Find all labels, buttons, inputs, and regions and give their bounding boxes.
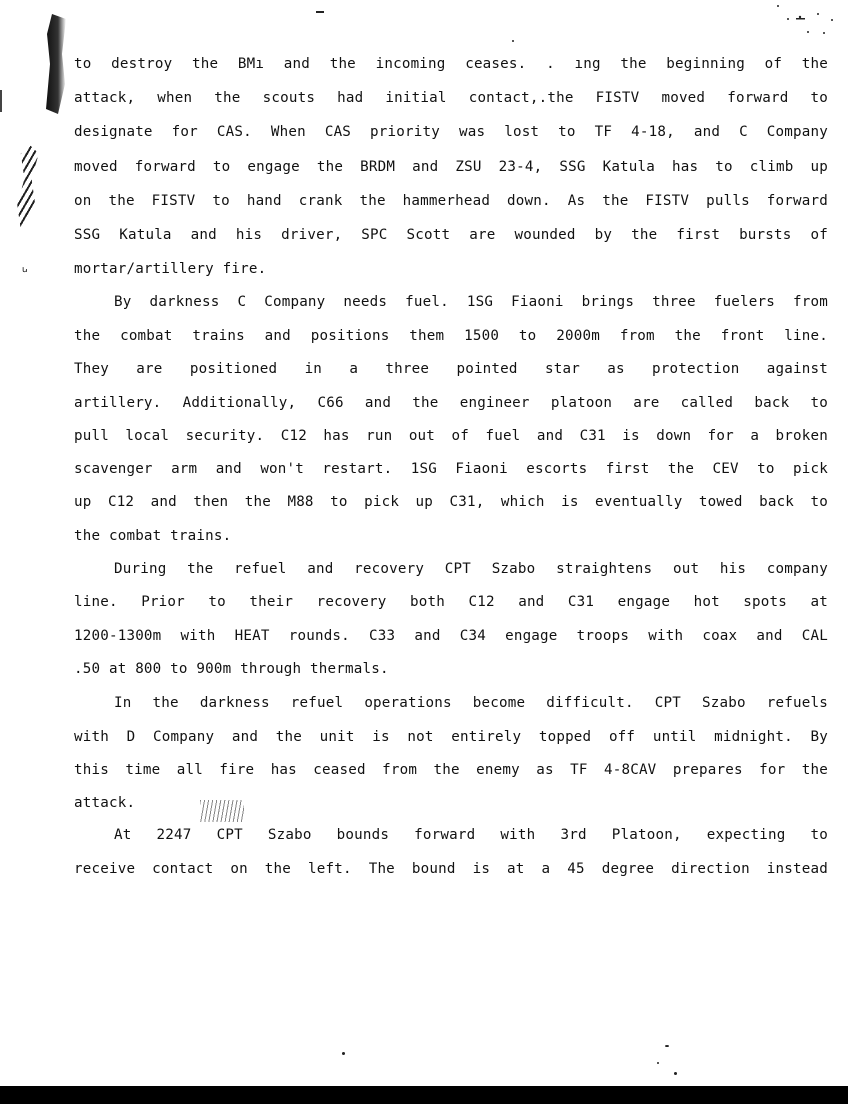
- margin-mark: ꭎ: [22, 265, 28, 275]
- text-line: with D Company and the unit is not entirely topped off until midnight. By: [74, 729, 828, 745]
- text-line: attack.: [74, 795, 136, 811]
- text-line: .50 at 800 to 900m through thermals.: [74, 661, 389, 677]
- text-line: the combat trains.: [74, 528, 232, 544]
- text-line: designate for CAS. When CAS priority was lost to TF 4-18, and C Company: [74, 124, 828, 140]
- text-line: line. Prior to their recovery both C12 and C31 engage hot spots at: [74, 594, 828, 610]
- text-line: scavenger arm and won't restart. 1SG Fiaoni escorts first the CEV to pick: [74, 461, 828, 477]
- text-line: 1200-1300m with HEAT rounds. C33 and C34 engage troops with coax and CAL: [74, 628, 828, 644]
- scan-artifact-left-bar: [46, 14, 66, 114]
- margin-tick: [0, 90, 2, 112]
- scan-bottom-edge: [0, 1086, 848, 1104]
- text-line: SSG Katula and his driver, SPC Scott are wounded by the first bursts of: [74, 227, 828, 243]
- overprint-smudge: [200, 800, 244, 822]
- text-line: artillery. Additionally, C66 and the engineer platoon are called back to: [74, 395, 828, 411]
- paragraph-first-line: In the darkness refuel operations become difficult. CPT Szabo refuels: [114, 695, 828, 711]
- scan-speck: [512, 40, 514, 42]
- text-line: on the FISTV to hand crank the hammerhead down. As the FISTV pulls forward: [74, 193, 828, 209]
- corner-scan-specks: [774, 2, 834, 36]
- text-line: the combat trains and positions them 1500 to 2000m from the front line.: [74, 328, 828, 344]
- text-line: up C12 and then the M88 to pick up C31, which is eventually towed back to: [74, 494, 828, 510]
- scan-speck: [342, 1052, 345, 1055]
- text-line: this time all fire has ceased from the enemy as TF 4-8CAV prepares for the: [74, 762, 828, 778]
- text-line: They are positioned in a three pointed star as protection against: [74, 361, 828, 377]
- paragraph-first-line: By darkness C Company needs fuel. 1SG Fiaoni brings three fuelers from: [114, 294, 828, 310]
- margin-scribble: [10, 145, 46, 230]
- text-line: receive contact on the left. The bound is at a 45 degree direction instead: [74, 861, 828, 877]
- scan-speck: [665, 1045, 669, 1047]
- text-line: pull local security. C12 has run out of fuel and C31 is down for a broken: [74, 428, 828, 444]
- paragraph-first-line: At 2247 CPT Szabo bounds forward with 3rd Platoon, expecting to: [114, 827, 828, 843]
- text-line: attack, when the scouts had initial contact,.the FISTV moved forward to: [74, 90, 828, 106]
- scan-speck: [657, 1062, 659, 1064]
- text-line: mortar/artillery fire.: [74, 261, 267, 277]
- paragraph-first-line: During the refuel and recovery CPT Szabo straightens out his company: [114, 561, 828, 577]
- scan-speck: [316, 11, 324, 13]
- scan-speck: [674, 1072, 677, 1075]
- text-line: moved forward to engage the BRDM and ZSU 23-4, SSG Katula has to climb up: [74, 159, 828, 175]
- text-line: to destroy the BMı and the incoming ceases. . ıng the beginning of the: [74, 56, 828, 72]
